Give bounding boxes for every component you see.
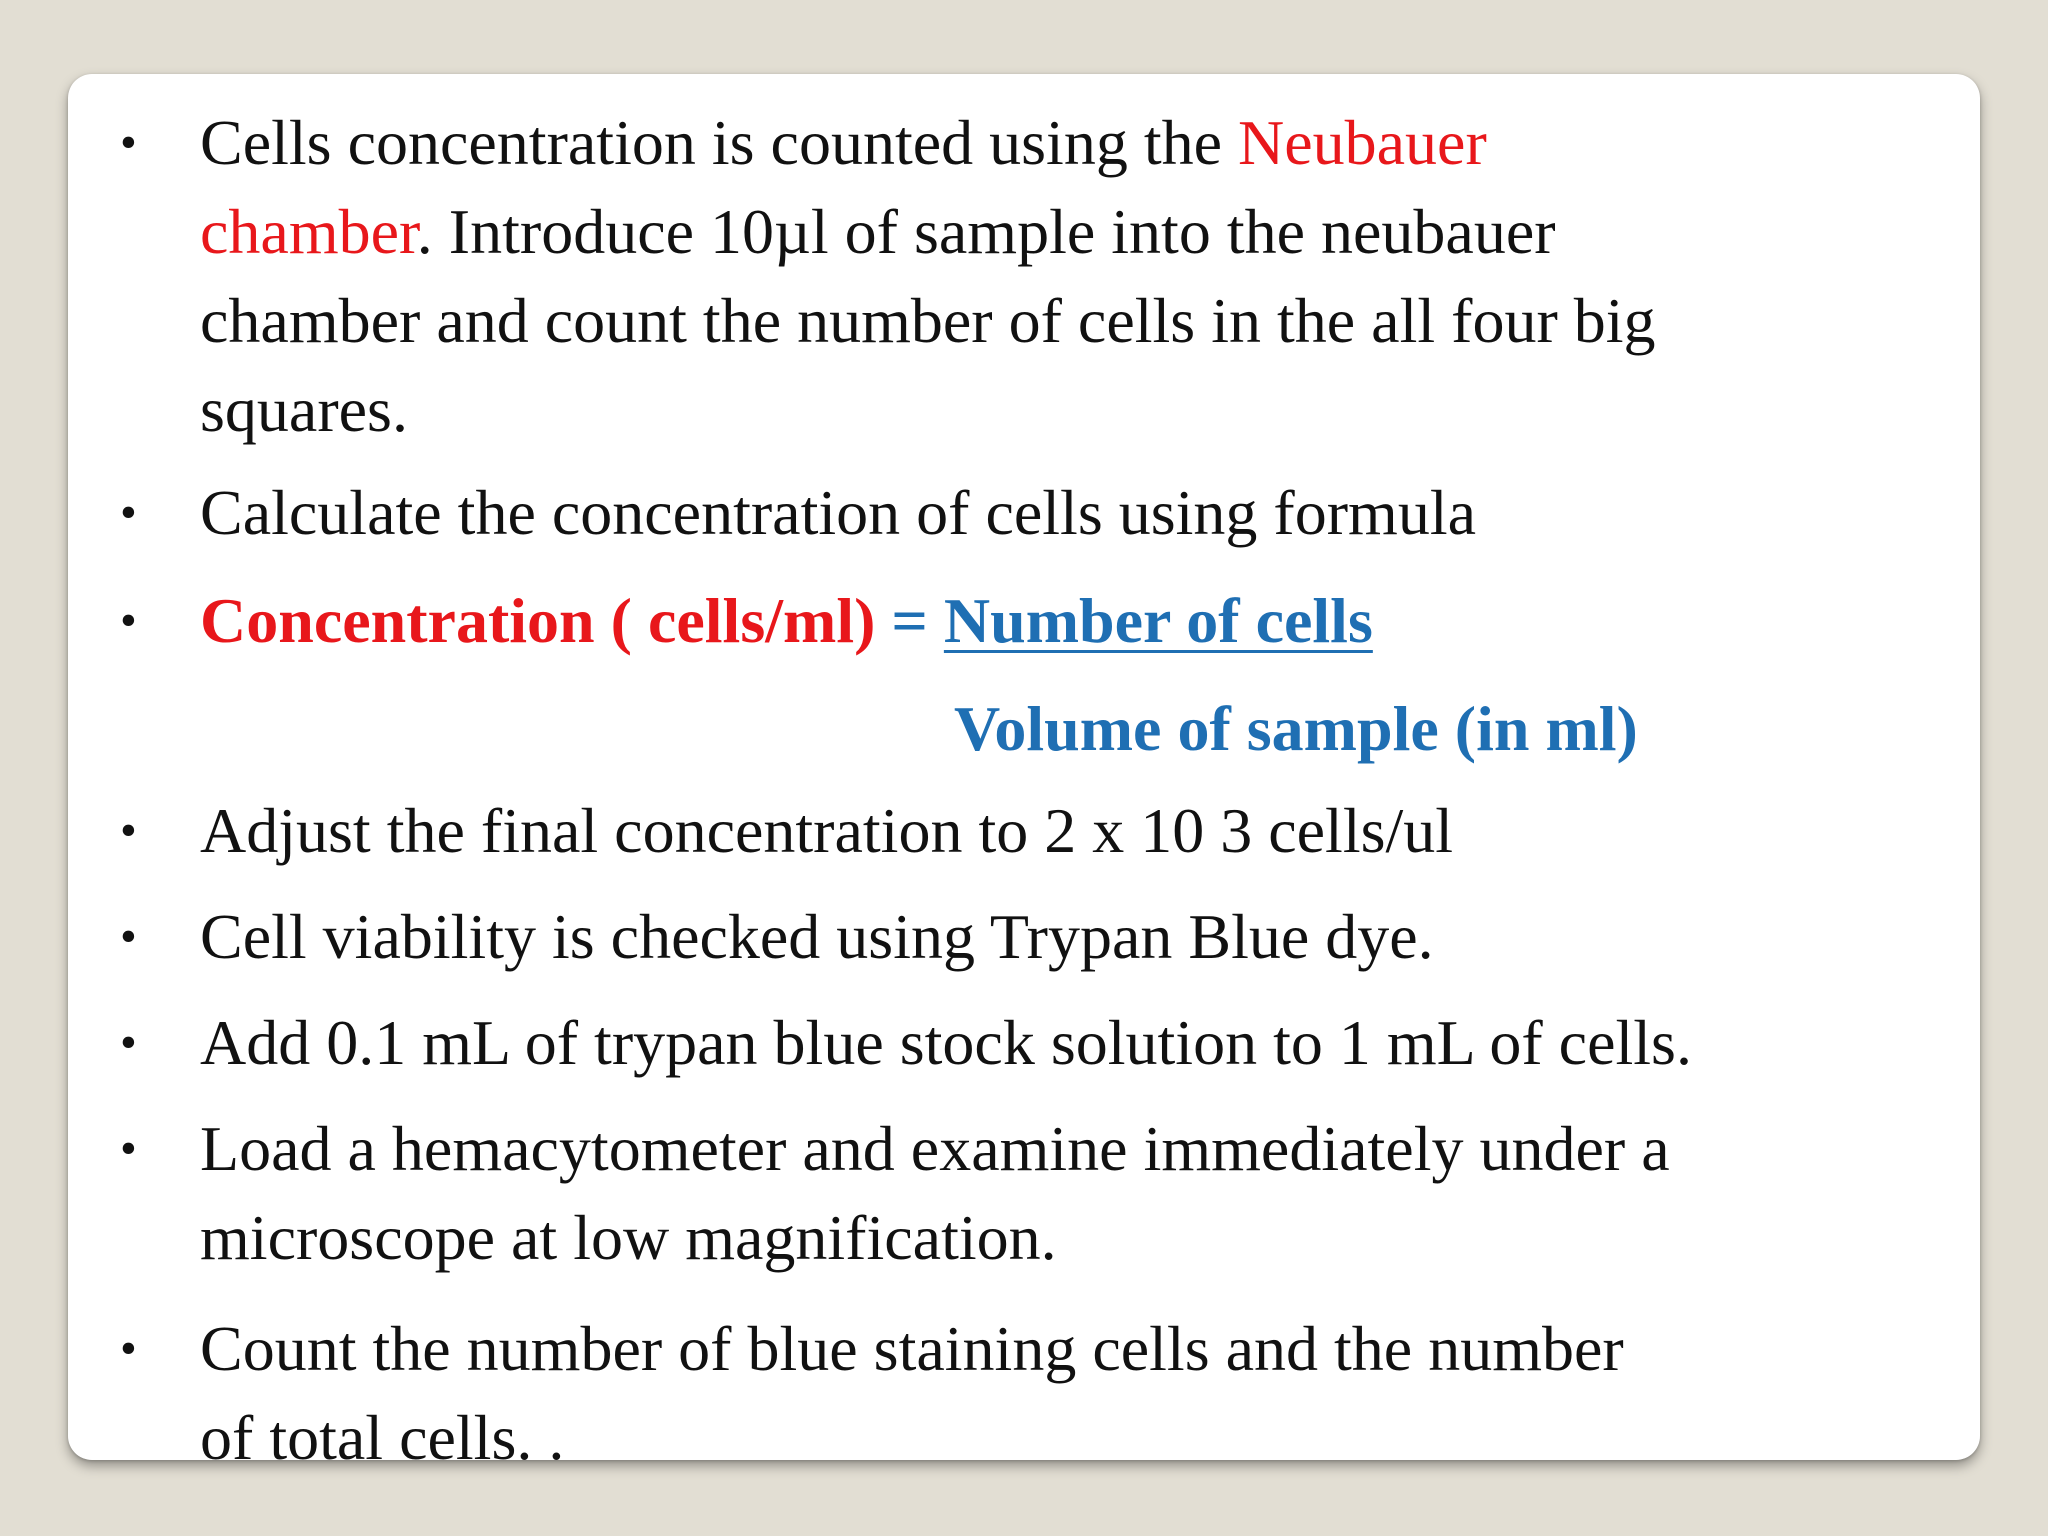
text-line: Add 0.1 mL of trypan blue stock solution to 1 mL of cells. (200, 1007, 1692, 1078)
bullet-dot: • (120, 804, 137, 857)
text-line: chamber. Introduce 10µl of sample into the neubauer (200, 196, 1556, 267)
formula-denominator: Volume of sample (in ml) (954, 693, 1638, 764)
bullet-item-hemacytometer (120, 1104, 1940, 1282)
text-line: Calculate the concentration of cells using formula (200, 477, 1476, 548)
chamber-highlight: chamber (200, 196, 417, 267)
text-line: chamber and count the number of cells in the all four big (200, 285, 1656, 356)
bullet-dot: • (120, 1322, 137, 1375)
formula-equals: = (875, 585, 944, 656)
text-line: Cell viability is checked using Trypan Blue dye. (200, 901, 1434, 972)
bullet-dot: • (120, 116, 137, 169)
bullet-item-count (120, 1304, 1940, 1482)
text-line: microscope at low magnification. (200, 1202, 1057, 1273)
bullet-item-trypan (120, 998, 1940, 1087)
bullet-item-viability (120, 892, 1940, 981)
formula-label: Concentration ( cells/ml) (200, 585, 876, 656)
bullet-item-formula (120, 576, 1940, 665)
formula-numerator: Number of cells (943, 585, 1373, 656)
text-line: Load a hemacytometer and examine immediately under a (200, 1113, 1670, 1184)
neubauer-highlight: Neubauer (1238, 107, 1487, 178)
bullet-dot: • (120, 910, 137, 963)
text-line: squares. (200, 374, 408, 445)
bullet-dot: • (120, 1016, 137, 1069)
bullet-item-neubauer (120, 98, 1940, 454)
bullet-item-adjust (120, 786, 1940, 875)
text-line: Cells concentration is counted using the Neubauer (200, 107, 1487, 178)
bullet-dot: • (120, 1122, 137, 1175)
text-line: Count the number of blue staining cells and the number (200, 1313, 1624, 1384)
bullet-dot: • (120, 594, 137, 647)
text-line: Adjust the final concentration to 2 x 10 3 cells/ul (200, 795, 1454, 866)
bullet-dot: • (120, 486, 137, 539)
text-line: of total cells. . (200, 1402, 565, 1473)
bullet-item-calculate (120, 468, 1940, 557)
